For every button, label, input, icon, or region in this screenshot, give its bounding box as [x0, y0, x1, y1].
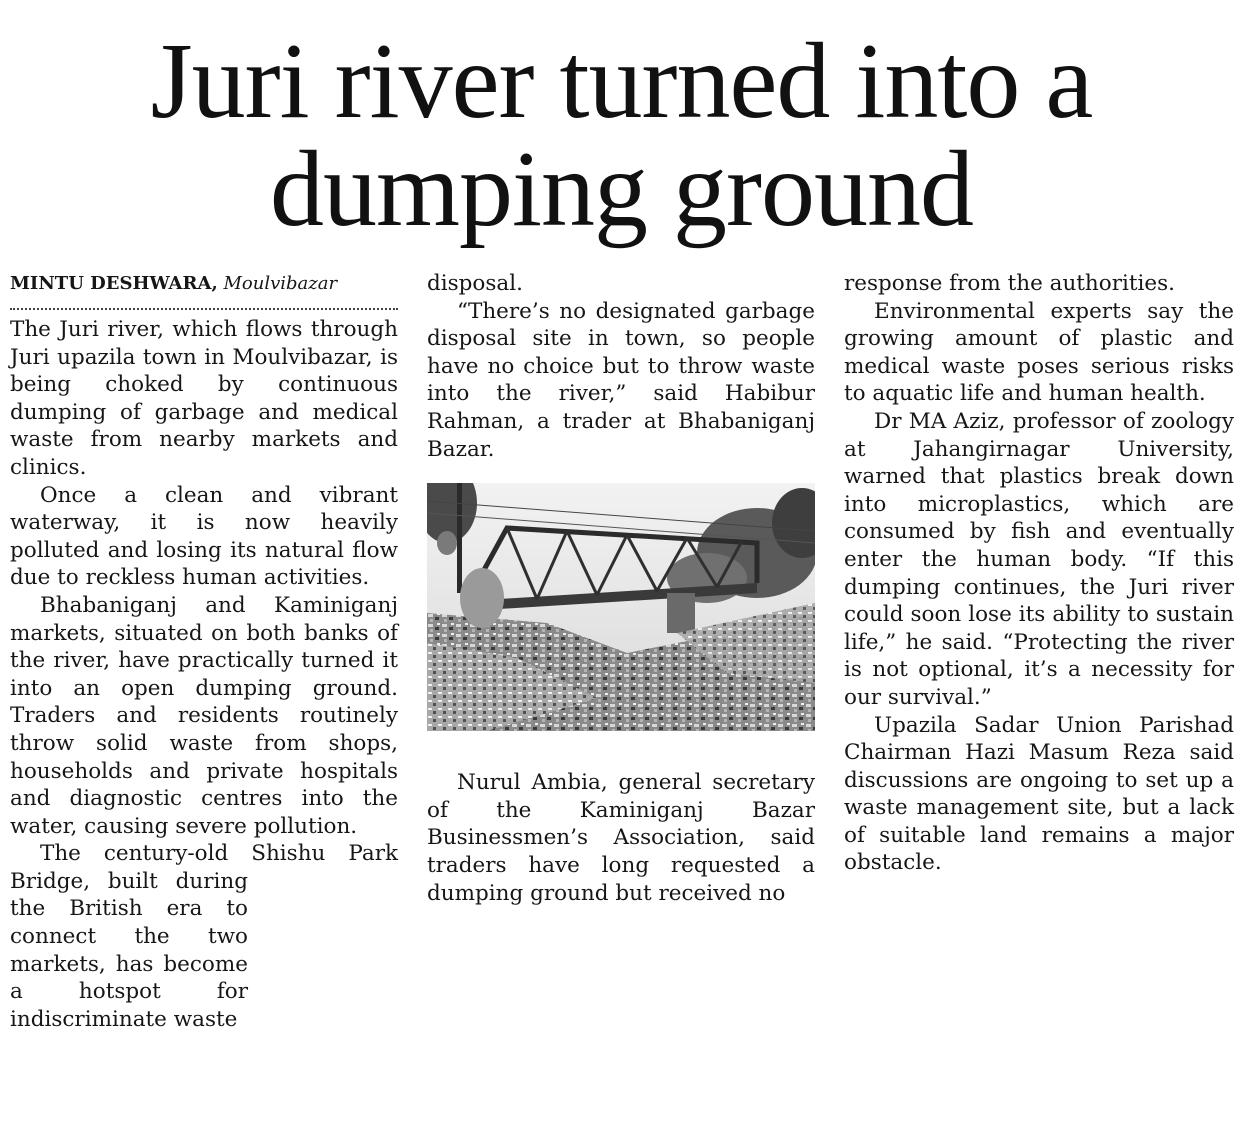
paragraph: Dr MA Aziz, professor of zoology at Jahangirnagar University, warned that plastics break down into microplastics, which are consumed by fish and eventually enter the human body. “If this dumping continues, the Juri river could soon lose its ability to sustain life,” he said. “Protecting the river is not optional, it’s a necessity for our survival.”	[844, 408, 1234, 710]
paragraph: Bhabaniganj and Kaminiganj markets, situated on both banks of the river, have practically turned it into an open dumping ground. Traders and residents routinely throw solid waste from shops, households and private hospitals and diagnostic centres into the water, causing severe pollution.	[10, 592, 398, 839]
paragraph: Upazila Sadar Union Parishad Chairman Hazi Masum Reza said discussions are ongoing to set up a waste management site, but a lack of suitable land remains a major obstacle.	[844, 712, 1234, 876]
paragraph: The Juri river, which flows through Juri upazila town in Moulvibazar, is being choked by continuous dumping of garbage and medical waste from nearby markets and clinics.	[10, 317, 398, 480]
headline: Juri river turned into a dumping ground	[150, 22, 1093, 249]
byline-location: Moulvibazar	[223, 273, 338, 294]
paragraph-continued: disposal.	[427, 271, 523, 296]
paragraph: “There’s no designated garbage disposal site in town, so people have no choice but to throw waste into the river,” said Habibur Rahman, a trader at Bhabaniganj Bazar.	[427, 298, 815, 462]
column-1	[10, 270, 398, 1033]
paragraph: The century-old Shishu Park	[40, 841, 398, 867]
paragraph: Once a clean and vibrant waterway, it is now heavily polluted and losing its natural flow due to reckless human activities.	[10, 482, 398, 591]
byline-divider	[10, 308, 398, 310]
bridge-garbage-photo	[427, 483, 815, 731]
byline	[10, 270, 398, 298]
column-3	[844, 270, 1234, 877]
column-2	[427, 270, 815, 907]
paragraph-continued: response from the authorities.	[844, 271, 1175, 296]
paragraph: Environmental experts say the growing amount of plastic and medical waste poses serious risks to aquatic life and human health.	[844, 298, 1234, 407]
paragraph: Nurul Ambia, general secretary of the Kaminiganj Bazar Businessmen’s Association, said traders have long requested a dumping ground but received no	[427, 770, 815, 906]
byline-author: MINTU DESHWARA,	[10, 273, 218, 294]
paragraph-continued: Bridge, built during the British era to connect the two markets, has become a hotspot for indiscriminate waste	[10, 868, 248, 1032]
